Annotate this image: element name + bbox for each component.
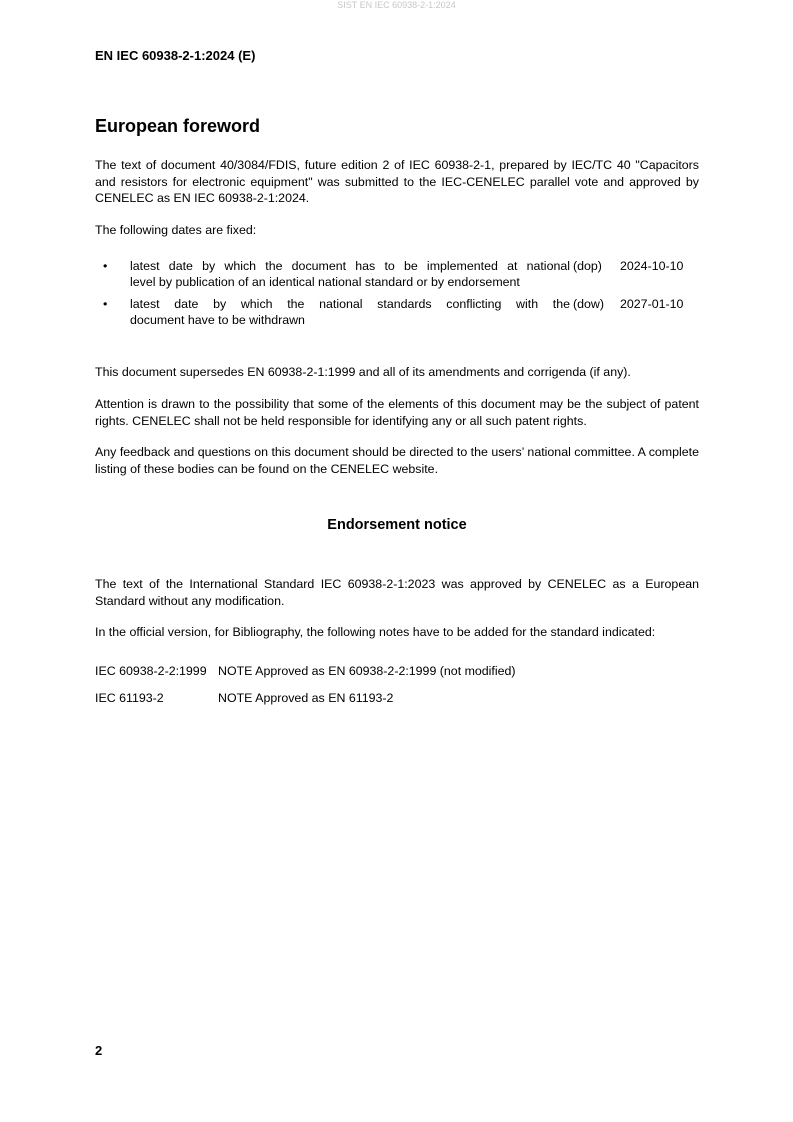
bibliography-note-text: NOTE Approved as EN 61193-2 <box>218 691 394 705</box>
bibliography-note-reference: IEC 61193-2 <box>95 691 164 705</box>
date-item-description-line-1: latest date by which the document has to be implemented at national <box>130 259 570 273</box>
date-item-date: 2027-01-10 <box>620 297 684 311</box>
endorsement-title: Endorsement notice <box>327 517 467 533</box>
bullet-icon: • <box>103 297 108 311</box>
date-item-description-line-2: level by publication of an identical national standard or by endorsement <box>130 275 520 289</box>
bullet-icon: • <box>103 259 108 273</box>
date-item-dop <box>95 258 699 292</box>
bibliography-note-text: NOTE Approved as EN 60938-2-2:1999 (not modified) <box>218 664 516 678</box>
date-item-description-line-1: latest date by which the national standards conflicting with the <box>130 297 570 311</box>
date-item-code: (dow) <box>573 297 604 311</box>
dates-intro-paragraph: The following dates are fixed: <box>95 223 257 237</box>
foreword-intro-paragraph: The text of document 40/3084/FDIS, future edition 2 of IEC 60938-2-1, prepared by IEC/TC 40 "Capacitors and resistors for electronic equipment" was submitted to the IEC-CENELEC parallel vote and approved by CENELEC as EN IEC 60938-2-1:2024. <box>95 158 699 205</box>
bibliography-note-reference: IEC 60938-2-2:1999 <box>95 664 207 678</box>
document-id-header: EN IEC 60938-2-1:2024 (E) <box>95 48 256 63</box>
bibliography-intro-paragraph: In the official version, for Bibliography, the following notes have to be added for the standard indicated: <box>95 625 656 639</box>
feedback-paragraph: Any feedback and questions on this document should be directed to the users’ national committee. A complete listing of these bodies can be found on the CENELEC website. <box>95 445 699 476</box>
date-item-description <box>130 296 570 328</box>
page-number: 2 <box>95 1043 103 1058</box>
patent-paragraph: Attention is drawn to the possibility that some of the elements of this document may be the subject of patent rights. CENELEC shall not be held responsible for identifying any or all such patent rights. <box>95 397 699 428</box>
date-item-date: 2024-10-10 <box>620 259 684 273</box>
date-item-description-line-2: document have to be withdrawn <box>130 313 305 327</box>
date-item-description <box>130 258 570 290</box>
watermark: SIST EN IEC 60938-2-1:2024 <box>337 0 456 10</box>
supersedes-paragraph: This document supersedes EN 60938-2-1:1999 and all of its amendments and corrigenda (if any). <box>95 365 631 379</box>
foreword-title: European foreword <box>95 116 261 136</box>
date-item-code: (dop) <box>573 259 602 273</box>
endorsement-paragraph: The text of the International Standard IEC 60938-2-1:2023 was approved by CENELEC as a European Standard without any modification. <box>95 577 699 608</box>
date-item-dow <box>95 296 699 330</box>
